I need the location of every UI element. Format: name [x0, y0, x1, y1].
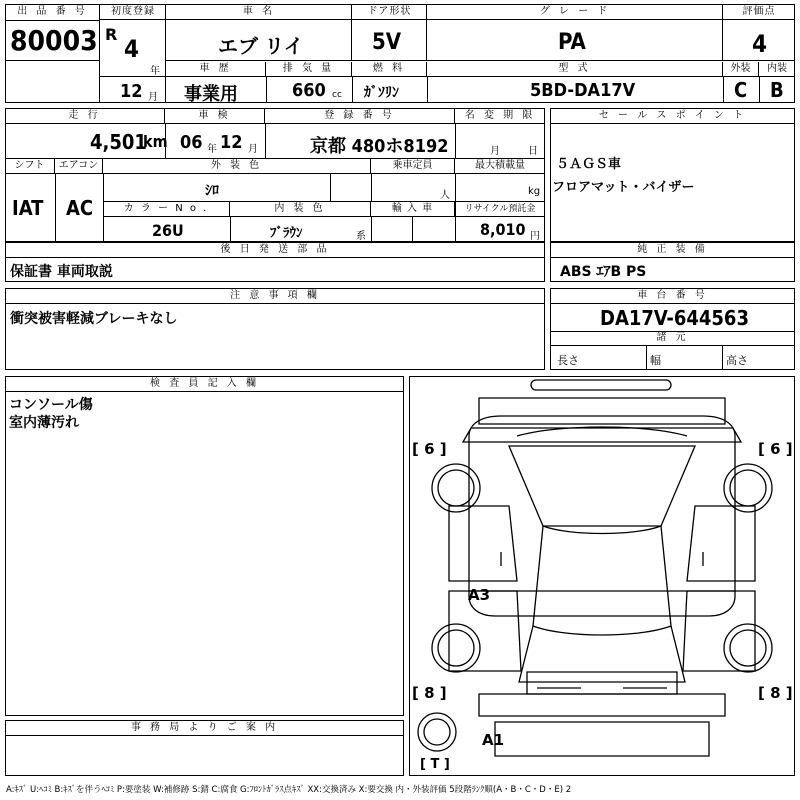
int-color: ﾌﾞﾗｳﾝ — [270, 226, 303, 241]
model: 5BD-DA17V — [530, 80, 636, 101]
load-label: 最大積載量 — [455, 159, 545, 174]
fuel-divider — [427, 76, 428, 103]
shift: IAT — [12, 196, 44, 220]
recycle-unit: 円 — [530, 231, 540, 242]
inspector-line-2: 室内薄汚れ — [9, 415, 79, 431]
inspection-year: 06 — [180, 132, 203, 153]
car-name: エブ リイ — [218, 34, 304, 58]
shift-divider — [55, 173, 56, 242]
specs-label: 諸 元 — [550, 331, 795, 346]
int-color-label: 内 装 色 — [230, 202, 371, 217]
disp-unit: cc — [332, 90, 342, 100]
history: 事業用 — [184, 84, 238, 105]
history-label: 車 歴 — [166, 62, 266, 77]
inspection-label: 車 検 — [165, 109, 265, 124]
later-parts-label: 後 日 発 送 部 品 — [5, 243, 545, 258]
grade: PA — [558, 30, 586, 55]
ext-divider — [759, 76, 760, 103]
notes-label: 注 意 事 項 欄 — [5, 289, 545, 304]
seats-label: 乗車定員 — [371, 159, 455, 174]
chassis-label: 車 台 番 号 — [550, 289, 795, 304]
ext-score: C — [734, 78, 748, 102]
ext-color: ｼﾛ — [205, 183, 219, 199]
ext-color-inner-divider — [330, 173, 331, 201]
ext-color-label: 外 装 色 — [103, 159, 371, 174]
first-reg-month: 12 — [120, 81, 143, 102]
spec-divider-2 — [722, 345, 723, 370]
year-unit: 年 — [150, 66, 160, 77]
disp-divider — [352, 76, 353, 103]
sales-point-line-2: フロアマット・バイザー — [552, 180, 695, 195]
mark-rear-right-wheel: [ 8 ] — [758, 684, 793, 702]
mark-front-left-wheel: [ 6 ] — [412, 440, 447, 458]
mark-front-right-wheel: [ 6 ] — [758, 440, 793, 458]
era: R — [105, 25, 118, 44]
mark-spare-tire: [ T ] — [420, 757, 450, 772]
insp-month-unit: 月 — [248, 144, 258, 155]
lot-label: 出 品 番 号 — [17, 6, 88, 17]
int-color-unit: 系 — [356, 231, 366, 242]
sales-point-label: セ ー ル ス ポ イ ン ト — [550, 109, 795, 124]
model-label: 型 式 — [427, 62, 723, 77]
inspection-month: 12 — [220, 132, 243, 153]
ac-label: エアコン — [55, 159, 103, 174]
office-label: 事 務 局 よ り ご 案 内 — [5, 721, 404, 736]
equipment-label: 純 正 装 備 — [550, 243, 795, 258]
equipment: ABS ｴｱB PS — [560, 264, 647, 280]
lot-blank-cell — [5, 61, 100, 103]
score: 4 — [752, 30, 768, 58]
displacement: 660 — [292, 80, 326, 101]
seats-unit: 人 — [440, 190, 450, 201]
import-label: 輸 入 車 — [371, 202, 455, 217]
mileage-unit: km — [143, 132, 168, 151]
mark-rear-a1: A1 — [482, 731, 505, 749]
later-parts: 保証書 車両取説 — [10, 264, 113, 280]
load-unit: kg — [528, 186, 541, 197]
spec-width: 幅 — [650, 354, 661, 367]
inspection-divider — [265, 123, 266, 158]
int-label: 内装 — [759, 62, 795, 77]
registration-number: 京都 480ホ8192 — [310, 136, 449, 157]
spec-height: 高さ — [726, 354, 748, 367]
import-inner-divider — [412, 216, 413, 242]
first-reg-year: 4 — [124, 35, 140, 63]
name-change-label: 名 変 期 限 — [455, 109, 545, 124]
inspector-label: 検 査 員 記 入 欄 — [5, 377, 404, 392]
reg-divider — [455, 123, 456, 158]
insp-year-unit: 年 — [207, 144, 217, 155]
car-name-label: 車 名 — [166, 5, 352, 20]
history-divider — [266, 76, 267, 103]
inspector-line-1: コンソール傷 — [9, 397, 93, 413]
color-no-label: カ ラ ー N o . — [103, 202, 230, 217]
notes: 衝突被害軽減ブレーキなし — [10, 311, 178, 327]
lot-number: 80003 — [10, 24, 98, 57]
ext-label: 外装 — [723, 62, 759, 77]
reg-label: 登 録 番 号 — [265, 109, 455, 124]
mark-left-side-a3: A3 — [468, 586, 491, 604]
car-outline-diagram — [409, 376, 795, 776]
mark-rear-left-wheel: [ 8 ] — [412, 684, 447, 702]
score-label: 評価点 — [723, 5, 795, 20]
grade-label: グ レ ー ド — [427, 5, 723, 20]
int-color-divider — [371, 216, 372, 242]
color-no-divider — [230, 216, 231, 242]
month-unit: 月 — [148, 92, 158, 103]
disp-label: 排 気 量 — [266, 62, 352, 77]
mileage: 4,501 — [90, 130, 147, 154]
color-no: 26U — [152, 221, 184, 240]
spec-divider-1 — [646, 345, 647, 370]
int-score: B — [770, 78, 784, 102]
first-reg-label: 初度登録 — [100, 5, 166, 20]
mileage-label: 走 行 — [5, 109, 165, 124]
recycle-label: リサイクル預託金 — [455, 202, 545, 217]
fuel: ｶﾞｿﾘﾝ — [364, 85, 399, 101]
door-type: 5V — [372, 30, 402, 55]
recycle-fee: 8,010 — [480, 220, 526, 239]
sales-point-box — [550, 108, 795, 242]
sales-point-line-1: ５ＡＧＳ車 — [556, 157, 622, 172]
model-divider — [723, 76, 724, 103]
nc-day-unit: 日 — [528, 146, 538, 157]
fuel-label: 燃 料 — [352, 62, 427, 77]
air-conditioner: AC — [66, 196, 94, 220]
spec-length: 長さ — [557, 354, 579, 367]
first-reg-divider — [100, 76, 166, 77]
ext-color-divider — [371, 173, 372, 201]
nc-month-unit: 月 — [490, 146, 500, 157]
chassis-number: DA17V-644563 — [600, 306, 749, 330]
legend: A:ｷｽﾞ U:ﾍｺﾐ B:ｷｽﾞを伴うﾍｺﾐ P:要塗装 W:補修跡 S:錆 C:腐食 G:ﾌﾛﾝﾄｶﾞﾗｽ点ｷｽﾞ XX:交換済み X:要交換 内・外装評価 5段階ﾗﾝｸ順(A・B・C・D・E) 2 — [6, 785, 572, 795]
shift-label: シフト — [5, 159, 55, 174]
door-label: ドア形状 — [352, 5, 427, 20]
